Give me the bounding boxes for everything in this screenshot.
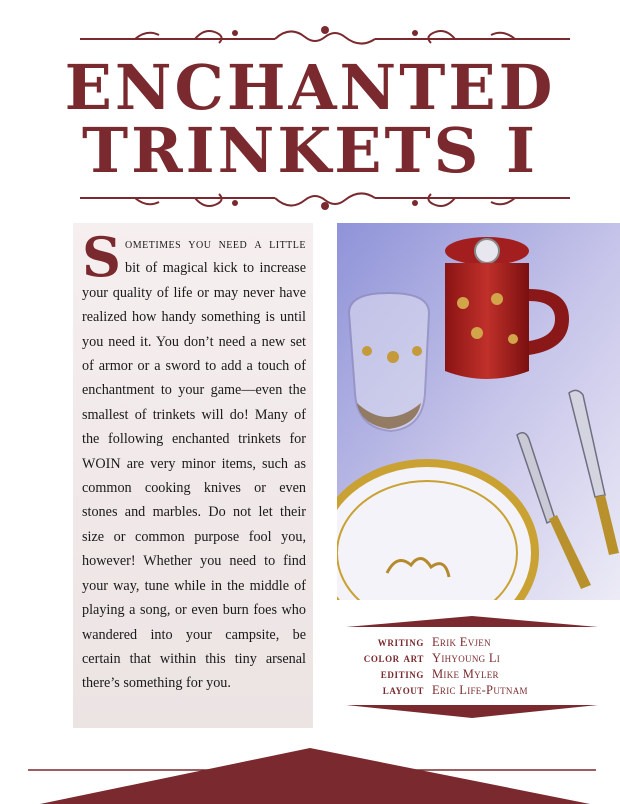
credit-row-writing xyxy=(336,634,608,650)
credits-bottom-banner-icon xyxy=(336,704,608,720)
footer-banner-icon xyxy=(0,740,620,804)
credit-label: editing xyxy=(380,667,424,681)
top-flourish-icon xyxy=(75,20,575,50)
credit-row-editing xyxy=(336,666,608,682)
credits-block xyxy=(336,614,608,724)
credit-label: layout xyxy=(382,683,424,697)
credits-top-banner-icon xyxy=(336,614,608,628)
credit-name: Eric Life-Putnam xyxy=(432,683,528,697)
credit-row-layout xyxy=(336,682,608,698)
tableware-illustration xyxy=(337,223,620,600)
intro-body: bit of magical kick to increase your quality of life or may never have realized how handy something is until you need it. You don’t need a new set of armor or a sword to add a touch of enchantment to your game—even the smallest of trinkets will do! Many of the following enchanted trinkets for WOIN are very minor items, such as common cooking knives or even stones and marbles. Do not let their size or common purpose fool you, however! Whether you need to find your way, tune while in the middle of playing a song, or even burn foes who wandered into your campsite, be certain that within this tiny arsenal there’s something for you. xyxy=(82,260,306,692)
credit-name: Yihyoung Li xyxy=(432,651,501,665)
intro-lead-in: ometimes you need a little xyxy=(125,236,306,252)
credit-name: Mike Myler xyxy=(432,667,499,681)
intro-sidebar xyxy=(73,223,313,728)
page-title-line-1: ENCHANTED xyxy=(64,51,556,124)
credit-row-color-art xyxy=(336,650,608,666)
intro-paragraph xyxy=(82,225,306,696)
bottom-flourish-icon xyxy=(75,186,575,216)
drop-cap: S xyxy=(82,225,121,289)
credit-label: color art xyxy=(363,651,424,665)
credit-label: writing xyxy=(377,635,424,649)
credit-name: Erik Evjen xyxy=(432,635,491,649)
page-title-line-2: TRINKETS I xyxy=(82,114,538,187)
